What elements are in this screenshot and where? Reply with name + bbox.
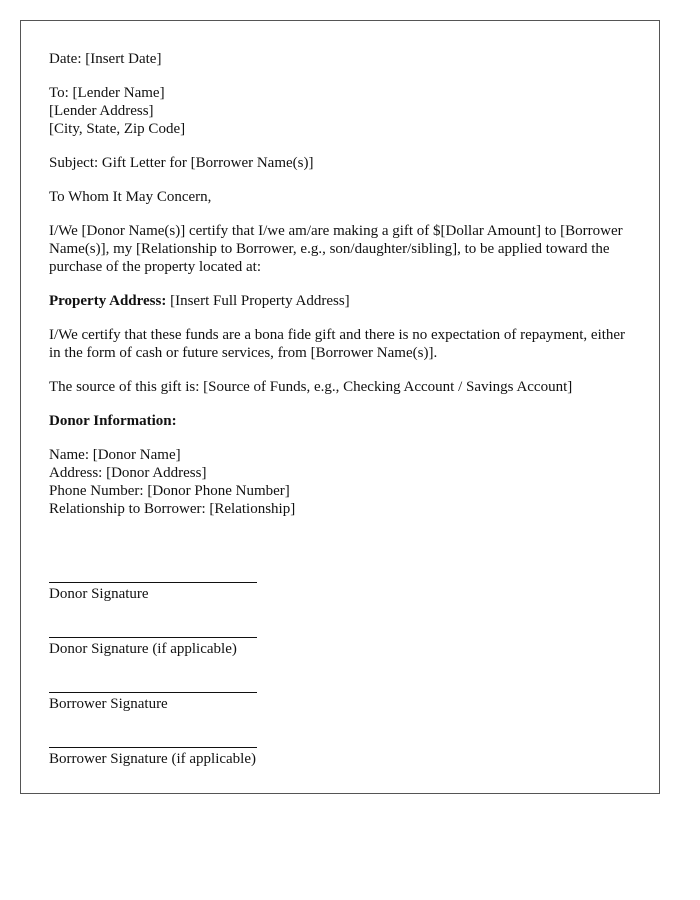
- signature-line: [49, 692, 257, 693]
- gift-source-line: The source of this gift is: [Source of Funds, e.g., Checking Account / Savings Account]: [49, 379, 573, 395]
- salutation: To Whom It May Concern,: [49, 189, 212, 205]
- donor-name: Name: [Donor Name]: [49, 447, 181, 463]
- donor-relationship: Relationship to Borrower: [Relationship]: [49, 501, 296, 517]
- signature-label: Donor Signature: [49, 586, 149, 602]
- property-address-label: Property Address:: [49, 293, 167, 309]
- donor-address: Address: [Donor Address]: [49, 465, 207, 481]
- signature-borrower-2: [49, 747, 631, 768]
- date-line: Date: [Insert Date]: [49, 51, 162, 67]
- donor-information-block: [49, 446, 631, 518]
- signature-donor: [49, 582, 631, 603]
- signature-borrower: [49, 692, 631, 713]
- signature-label: Borrower Signature: [49, 696, 168, 712]
- recipient-block: [49, 84, 631, 138]
- gift-letter-document: [20, 20, 660, 794]
- signature-spacer: [49, 534, 631, 582]
- lender-address: [Lender Address]: [49, 103, 154, 119]
- signature-line: [49, 747, 257, 748]
- donor-information-heading: Donor Information:: [49, 413, 177, 429]
- lender-name: To: [Lender Name]: [49, 85, 165, 101]
- property-address-value: [Insert Full Property Address]: [166, 293, 350, 309]
- signature-label: Borrower Signature (if applicable): [49, 751, 257, 767]
- signature-line: [49, 582, 257, 583]
- property-address-line: [49, 292, 631, 310]
- lender-city-state-zip: [City, State, Zip Code]: [49, 121, 186, 137]
- signature-donor-2: [49, 637, 631, 658]
- signature-line: [49, 637, 257, 638]
- donor-phone: Phone Number: [Donor Phone Number]: [49, 483, 290, 499]
- subject-line: Subject: Gift Letter for [Borrower Name(s)]: [49, 155, 314, 171]
- signature-label: Donor Signature (if applicable): [49, 641, 237, 657]
- no-repayment-paragraph: I/We certify that these funds are a bona fide gift and there is no expectation of repayment, either in the form of cash or future services, from [Borrower Name(s)].: [49, 327, 626, 361]
- gift-certification-paragraph: I/We [Donor Name(s)] certify that I/we am/are making a gift of $[Dollar Amount] to [Borrower Name(s)], my [Relationship to Borrower, e.g., son/daughter/sibling], to be applied toward the purchase of the property located at:: [49, 223, 623, 275]
